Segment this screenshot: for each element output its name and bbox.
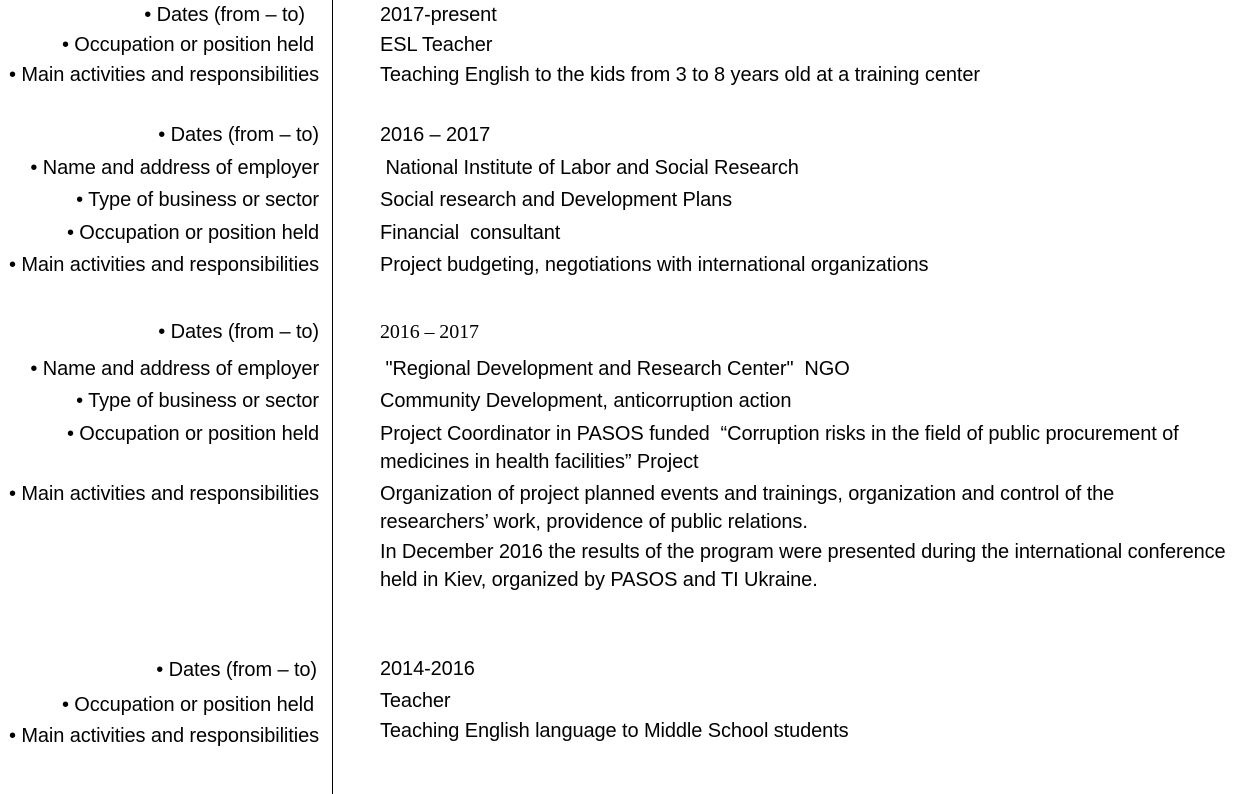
employer-label: • Name and address of employer: [30, 157, 319, 179]
activities-value-line-3: In December 2016 the results of the program were presented during the international conference: [380, 541, 1226, 563]
occupation-value: Financial consultant: [380, 222, 561, 244]
occupation-label: • Occupation or position held: [61, 694, 314, 716]
activities-label: • Main activities and responsibilities: [8, 254, 319, 276]
sector-value: Social research and Development Plans: [380, 189, 733, 211]
occupation-value: ESL Teacher: [380, 34, 493, 56]
dates-label: • Dates (from – to): [144, 4, 305, 26]
occupation-label: • Occupation or position held: [66, 423, 319, 445]
column-divider: [332, 0, 333, 794]
dates-value: 2017-present: [380, 4, 497, 26]
activities-value: Teaching English to the kids from 3 to 8 years old at a training center: [380, 64, 980, 86]
activities-label: • Main activities and responsibilities: [8, 725, 319, 747]
dates-value: 2016 – 2017: [380, 124, 491, 146]
sector-label: • Type of business or sector: [76, 189, 319, 211]
activities-label: • Main activities and responsibilities: [8, 483, 319, 505]
dates-label: • Dates (from – to): [158, 321, 319, 343]
activities-label: • Main activities and responsibilities: [8, 64, 319, 86]
occupation-label: • Occupation or position held: [66, 222, 319, 244]
employer-value: "Regional Development and Research Center" NGO: [380, 358, 850, 380]
dates-label: • Dates (from – to): [156, 659, 317, 681]
occupation-value-line-2: medicines in health facilities” Project: [380, 451, 699, 473]
employer-label: • Name and address of employer: [30, 358, 319, 380]
sector-label: • Type of business or sector: [76, 390, 319, 412]
sector-value: Community Development, anticorruption action: [380, 390, 792, 412]
dates-value: 2014-2016: [380, 658, 475, 680]
occupation-value-line-1: Project Coordinator in PASOS funded “Corruption risks in the field of public procurement of: [380, 423, 1179, 445]
occupation-value: Teacher: [380, 690, 451, 712]
employer-value: National Institute of Labor and Social Research: [380, 157, 799, 179]
dates-label: • Dates (from – to): [158, 124, 319, 146]
dates-value: 2016 – 2017: [380, 321, 479, 343]
activities-value: Teaching English language to Middle School students: [380, 720, 849, 742]
activities-value-line-4: held in Kiev, organized by PASOS and TI Ukraine.: [380, 569, 818, 591]
activities-value-line-1: Organization of project planned events and trainings, organization and control of the: [380, 483, 1115, 505]
activities-value: Project budgeting, negotiations with international organizations: [380, 254, 929, 276]
activities-value-line-2: researchers’ work, providence of public relations.: [380, 511, 808, 533]
occupation-label: • Occupation or position held: [61, 34, 314, 56]
